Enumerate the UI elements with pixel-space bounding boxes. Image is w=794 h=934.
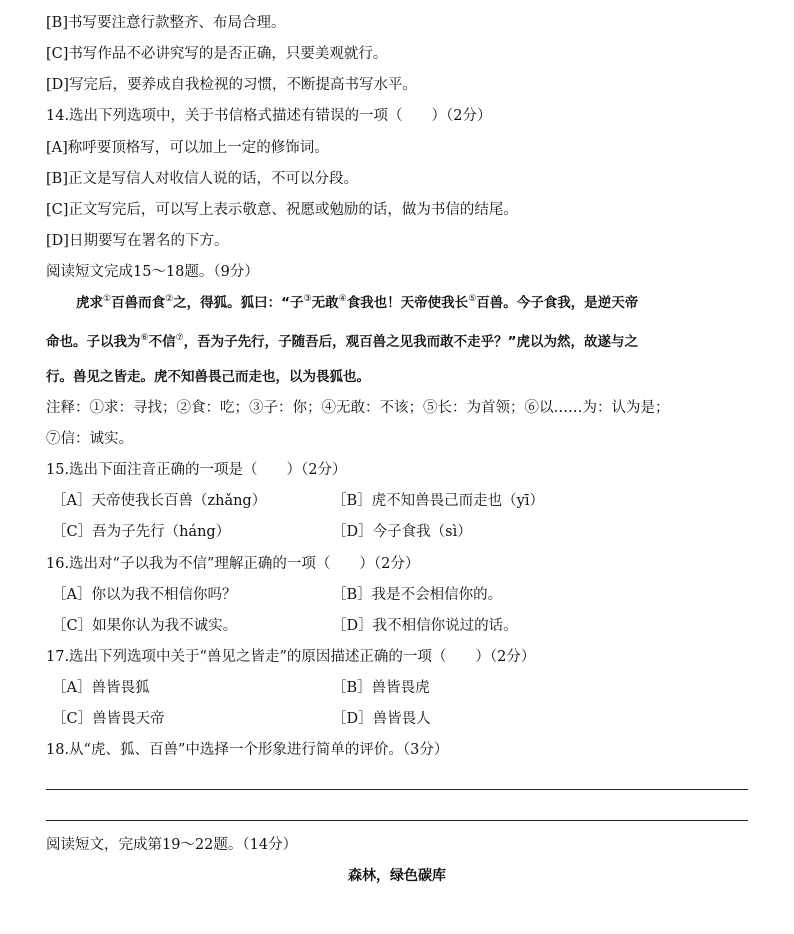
- q15-option-c: ［C］吾为子先行（háng）: [52, 524, 231, 540]
- passage-line-1: [76, 293, 638, 313]
- q13-option-b: [B]书写要注意行款整齐、布局合理。: [46, 15, 286, 31]
- passage-text: 无敢: [311, 295, 339, 311]
- q17-option-b: ［B］兽皆畏虎: [332, 680, 430, 696]
- passage-text: 百兽。今子食我，是逆天帝: [476, 295, 639, 311]
- q17-stem: 17.选出下列选项中关于“兽见之皆走”的原因描述正确的一项（ ）（2分）: [46, 649, 536, 665]
- q15-option-a: ［A］天帝使我长百兽（zhǎng）: [52, 493, 267, 509]
- passage-text: ，吾为子先行，子随吾后，观百兽之见我而敢不走乎？”虎以为然，故遂与之: [183, 334, 639, 350]
- q13-option-c: [C]书写作品不必讲究写的是否正确，只要美观就行。: [46, 46, 388, 62]
- reading1-intro: 阅读短文完成15～18题。（9分）: [46, 264, 259, 280]
- q16-stem: 16.选出对“子以我为不信”理解正确的一项（ ）（2分）: [46, 556, 420, 572]
- q15-stem: 15.选出下面注音正确的一项是（ ）（2分）: [46, 462, 347, 478]
- q14-option-b: [B]正文是写信人对收信人说的话，不可以分段。: [46, 171, 358, 187]
- q17-option-c: ［C］兽皆畏天帝: [52, 711, 165, 727]
- q17-option-d: ［D］兽皆畏人: [332, 711, 431, 727]
- answer-line-1[interactable]: [46, 789, 748, 790]
- notes-line-2: ⑦信：诚实。: [46, 431, 133, 447]
- footnote-marker: ②: [165, 294, 174, 304]
- footnote-marker: ⑤: [468, 294, 477, 304]
- notes-line-1: 注释：①求：寻找；②食：吃；③子：你；④无敢：不该；⑤长：为首领；⑥以……为：认为是；: [46, 400, 670, 416]
- passage-text: 百兽而食: [111, 295, 166, 311]
- passage-text: 不信: [148, 334, 176, 350]
- passage-text: 食我也！天帝使我长: [346, 295, 469, 311]
- reading2-intro: 阅读短文，完成第19～22题。（14分）: [46, 837, 298, 853]
- q16-option-c: ［C］如果你认为我不诚实。: [52, 618, 238, 634]
- q14-stem: 14.选出下列选项中，关于书信格式描述有错误的一项（ ）（2分）: [46, 108, 492, 124]
- passage-line-2: [46, 332, 638, 352]
- footnote-marker: ⑦: [175, 333, 184, 343]
- q16-option-b: ［B］我是不会相信你的。: [332, 587, 503, 603]
- q13-option-d: [D]写完后，要养成自我检视的习惯，不断提高书写水平。: [46, 77, 417, 93]
- q15-option-b: ［B］虎不知兽畏己而走也（yī）: [332, 493, 544, 509]
- q18-stem: 18.从“虎、狐、百兽”中选择一个形象进行简单的评价。（3分）: [46, 742, 449, 758]
- footnote-marker: ③: [303, 294, 312, 304]
- q15-option-d: ［D］今子食我（sì）: [332, 524, 472, 540]
- footnote-marker: ①: [103, 294, 112, 304]
- q16-option-d: ［D］我不相信你说过的话。: [332, 618, 518, 634]
- footnote-marker: ④: [338, 294, 347, 304]
- q14-option-a: [A]称呼要顶格写，可以加上一定的修饰词。: [46, 140, 329, 156]
- footnote-marker: ⑥: [140, 333, 149, 343]
- q14-option-c: [C]正文写完后，可以写上表示敬意、祝愿或勉励的话，做为书信的结尾。: [46, 202, 518, 218]
- q16-option-a: ［A］你以为我不相信你吗？: [52, 587, 237, 603]
- passage-text: 虎求: [76, 295, 103, 311]
- passage-text: 之，得狐。狐曰：“子: [173, 295, 304, 311]
- answer-line-2[interactable]: [46, 820, 748, 821]
- passage-line-3: 行。兽见之皆走。虎不知兽畏己而走也，以为畏狐也。: [46, 369, 370, 385]
- reading2-title: 森林，绿色碳库: [348, 868, 446, 884]
- q17-option-a: ［A］兽皆畏狐: [52, 680, 150, 696]
- passage-text: 命也。子以我为: [46, 334, 141, 350]
- q14-option-d: [D]日期要写在署名的下方。: [46, 233, 229, 249]
